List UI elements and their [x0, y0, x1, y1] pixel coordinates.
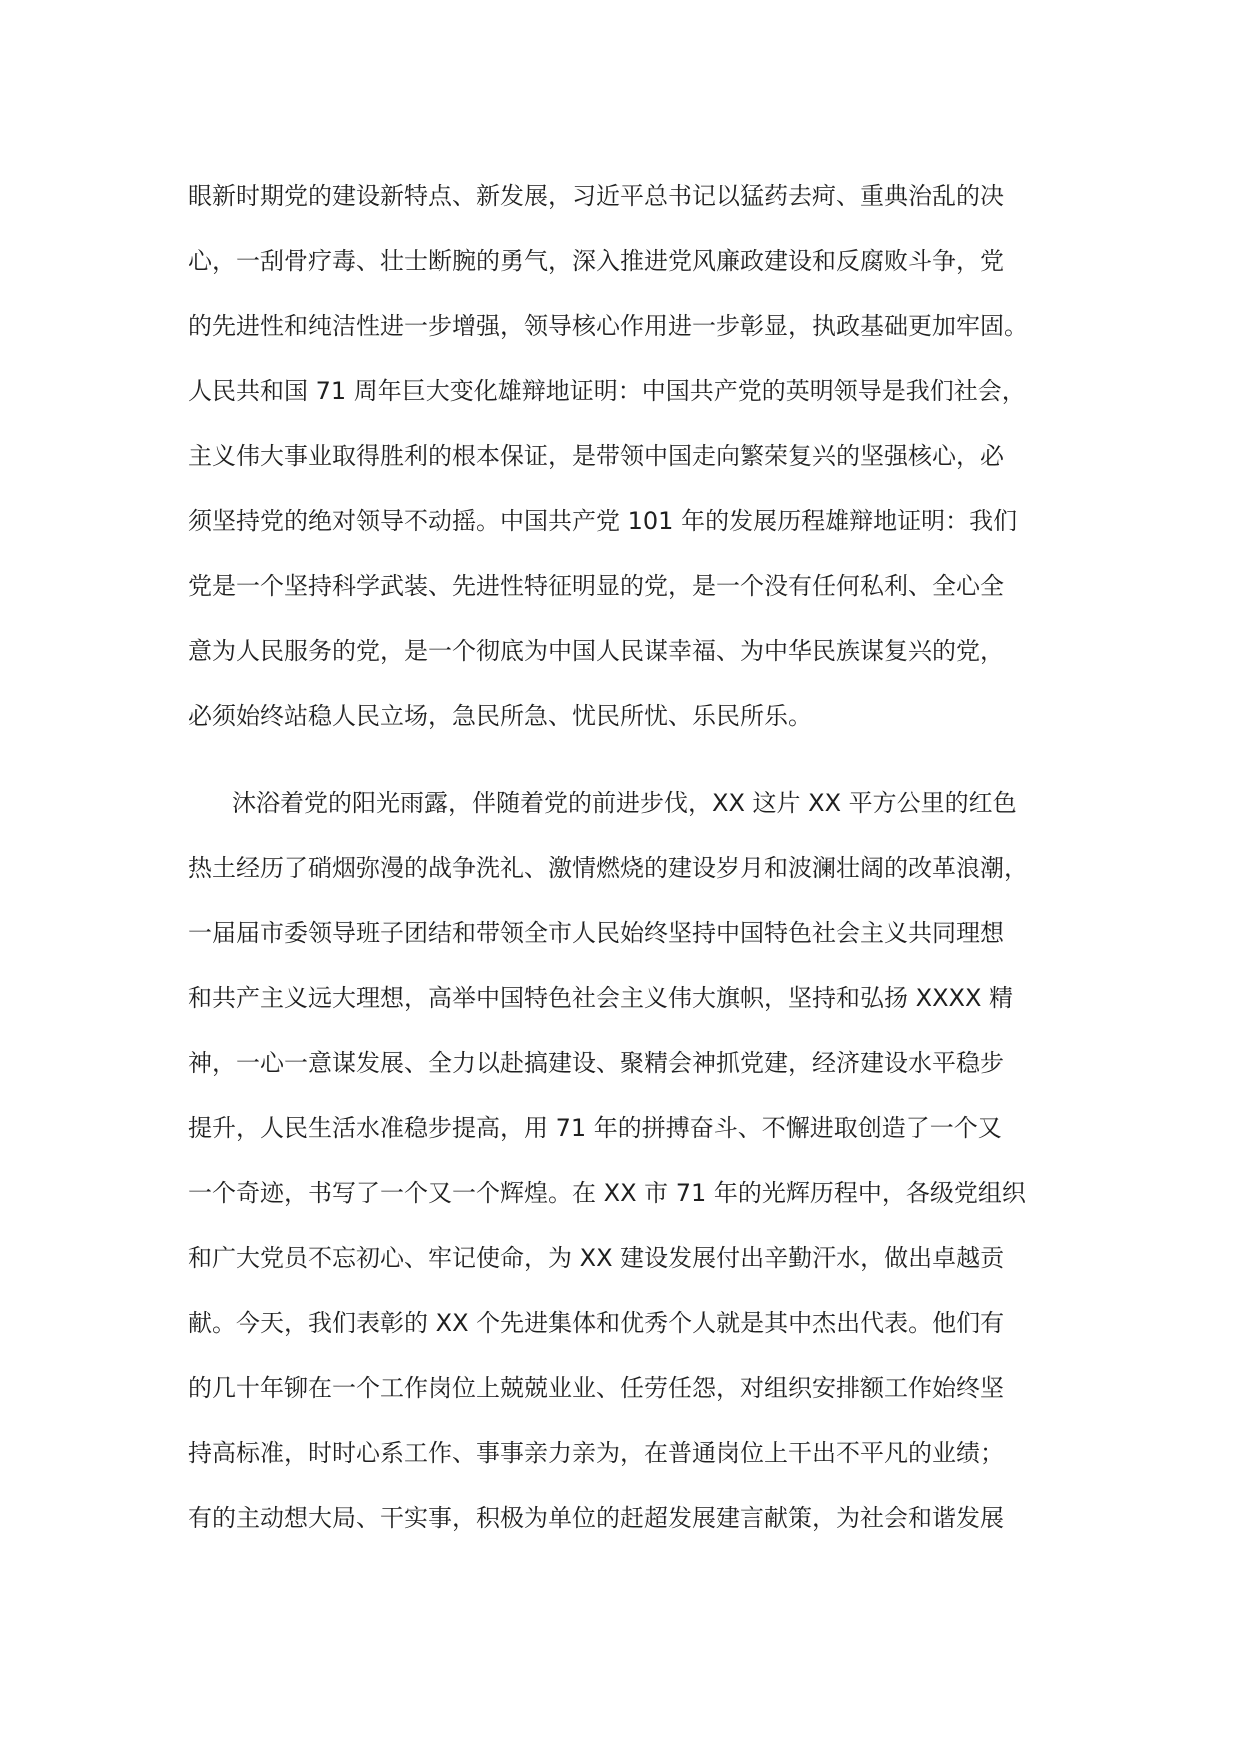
- text-line: 的几十年铆在一个工作岗位上兢兢业业、任劳任怨，对组织安排额工作始终坚: [188, 1374, 1004, 1402]
- text-line: 一个奇迹，书写了一个又一个辉煌。在 XX 市 71 年的光辉历程中，各级党组织: [188, 1179, 1026, 1207]
- text-line: 持高标准，时时心系工作、事事亲力亲为，在普通岗位上干出不平凡的业绩；: [188, 1439, 1004, 1467]
- text-line: 必须始终站稳人民立场，急民所急、忧民所忧、乐民所乐。: [188, 702, 812, 730]
- text-line: 人民共和国 71 周年巨大变化雄辩地证明：中国共产党的英明领导是我们社会，: [188, 377, 1026, 405]
- text-line: 沐浴着党的阳光雨露，伴随着党的前进步伐，XX 这片 XX 平方公里的红色: [232, 789, 1017, 817]
- text-line: 意为人民服务的党，是一个彻底为中国人民谋幸福、为中华民族谋复兴的党，: [188, 637, 1004, 665]
- text-line: 心，一刮骨疗毒、壮士断腕的勇气，深入推进党风廉政建设和反腐败斗争，党: [188, 247, 1004, 275]
- text-line: 和共产主义远大理想，高举中国特色社会主义伟大旗帜，坚持和弘扬 XXXX 精: [188, 984, 1014, 1012]
- text-line: 献。今天，我们表彰的 XX 个先进集体和优秀个人就是其中杰出代表。他们有: [188, 1309, 1005, 1337]
- text-line: 的先进性和纯洁性进一步增强，领导核心作用进一步彰显，执政基础更加牢固。: [188, 312, 1028, 340]
- text-line: 党是一个坚持科学武装、先进性特征明显的党，是一个没有任何私利、全心全: [188, 572, 1004, 600]
- text-line: 提升，人民生活水准稳步提高，用 71 年的拼搏奋斗、不懈进取创造了一个又: [188, 1114, 1002, 1142]
- paragraph-2: [188, 771, 1088, 1551]
- text-line: 热土经历了硝烟弥漫的战争洗礼、激情燃烧的建设岁月和波澜壮阔的改革浪潮，: [188, 854, 1028, 882]
- text-line: 神，一心一意谋发展、全力以赴搞建设、聚精会神抓党建，经济建设水平稳步: [188, 1049, 1004, 1077]
- paragraph-1: [188, 164, 1088, 749]
- text-line: 有的主动想大局、干实事，积极为单位的赶超发展建言献策，为社会和谐发展: [188, 1504, 1004, 1532]
- text-line: 和广大党员不忘初心、牢记使命，为 XX 建设发展付出辛勤汗水，做出卓越贡: [188, 1244, 1005, 1272]
- text-line: 眼新时期党的建设新特点、新发展，习近平总书记以猛药去疴、重典治乱的决: [188, 182, 1004, 210]
- text-line: 主义伟大事业取得胜利的根本保证，是带领中国走向繁荣复兴的坚强核心，必: [188, 442, 1004, 470]
- text-line: 一届届市委领导班子团结和带领全市人民始终坚持中国特色社会主义共同理想: [188, 919, 1004, 947]
- text-line: 须坚持党的绝对领导不动摇。中国共产党 101 年的发展历程雄辩地证明：我们: [188, 507, 1018, 535]
